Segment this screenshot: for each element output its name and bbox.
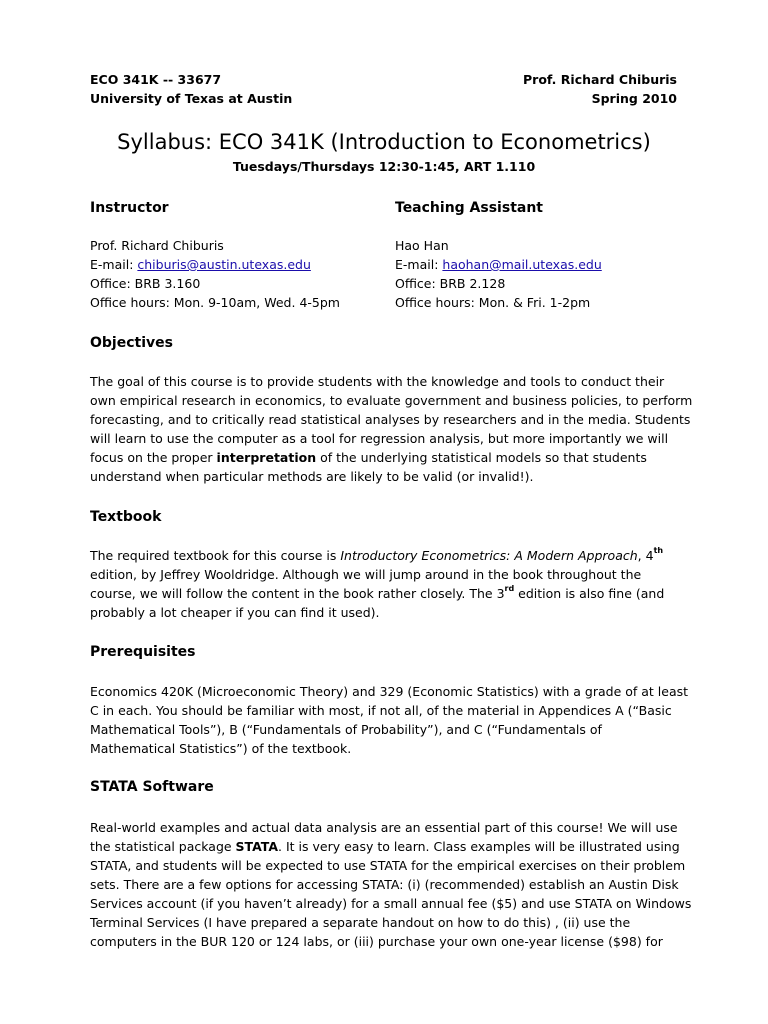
instructor-email-link[interactable]: chiburis@austin.utexas.edu bbox=[137, 257, 311, 272]
objectives-line: understand when particular methods are likely to be valid (or invalid!). bbox=[90, 469, 534, 484]
prerequisites-paragraph bbox=[90, 682, 690, 758]
prerequisites-line: Economics 420K (Microeconomic Theory) and 329 (Economic Statistics) with a grade of at least bbox=[90, 684, 689, 699]
stata-heading: STATA Software bbox=[90, 779, 214, 795]
textbook-line: probably a lot cheaper if you can find it used). bbox=[90, 605, 380, 620]
stata-line: computers in the BUR 120 or 124 labs, or (iii) purchase your own one-year license ($98) for bbox=[90, 934, 663, 949]
textbook-line: edition, by Jeffrey Wooldridge. Although we will jump around in the book throughout the bbox=[90, 567, 642, 582]
ta-email-link[interactable]: haohan@mail.utexas.edu bbox=[442, 257, 602, 272]
stata-line: sets. There are a few options for accessing STATA: (i) (recommended) establish an Austin Disk bbox=[90, 877, 679, 892]
textbook-line bbox=[90, 546, 690, 565]
stata-line: Terminal Services (I have prepared a separate handout on how to do this) , (ii) use the bbox=[90, 915, 631, 930]
edition-superscript: th bbox=[653, 546, 664, 555]
prerequisites-line: Mathematical Statistics”) of the textbook. bbox=[90, 741, 352, 756]
instructor-name: Prof. Richard Chiburis bbox=[90, 238, 224, 253]
objectives-line bbox=[90, 448, 690, 467]
stata-line: Real-world examples and actual data analysis are an essential part of this course! We will use bbox=[90, 820, 678, 835]
instructor-heading: Instructor bbox=[90, 200, 169, 216]
university-name: University of Texas at Austin bbox=[90, 91, 293, 106]
objectives-line: own empirical research in economics, to evaluate government and business policies, to perform bbox=[90, 393, 693, 408]
stata-line: Services account (if you haven’t already) for a small annual fee ($5) and use STATA on Windows bbox=[90, 896, 692, 911]
instructor-hours: Office hours: Mon. 9-10am, Wed. 4-5pm bbox=[90, 295, 340, 310]
professor-name: Prof. Richard Chiburis bbox=[523, 72, 677, 87]
stata-text: the statistical package bbox=[90, 839, 236, 854]
textbook-text: course, we will follow the content in the book rather closely. The 3 bbox=[90, 586, 505, 601]
ta-name: Hao Han bbox=[395, 238, 449, 253]
textbook-text: edition is also fine (and bbox=[514, 586, 665, 601]
objectives-line: The goal of this course is to provide students with the knowledge and tools to conduct their bbox=[90, 374, 665, 389]
prerequisites-line: Mathematical Tools”), B (“Fundamentals of Probability”), and C (“Fundamentals of bbox=[90, 722, 602, 737]
instructor-email-line bbox=[90, 255, 311, 274]
stata-paragraph bbox=[90, 818, 690, 951]
textbook-text: The required textbook for this course is bbox=[90, 548, 341, 563]
ta-email-label: E-mail: bbox=[395, 257, 443, 272]
instructor-email-label: E-mail: bbox=[90, 257, 138, 272]
objectives-emphasis: interpretation bbox=[216, 450, 317, 465]
edition-superscript: rd bbox=[504, 584, 515, 593]
textbook-line bbox=[90, 584, 690, 603]
objectives-line: forecasting, and to critically read statistical analyses by researchers and in the media. Students bbox=[90, 412, 691, 427]
stata-line: STATA, and students will be expected to use STATA for the empirical exercises on their problem bbox=[90, 858, 686, 873]
stata-emphasis: STATA bbox=[235, 839, 279, 854]
prerequisites-heading: Prerequisites bbox=[90, 644, 196, 660]
textbook-title: Introductory Econometrics: A Modern Approach bbox=[340, 548, 638, 563]
page-title: Syllabus: ECO 341K (Introduction to Econometrics) bbox=[117, 130, 651, 154]
ta-email-line bbox=[395, 255, 602, 274]
objectives-heading: Objectives bbox=[90, 335, 173, 351]
ta-hours: Office hours: Mon. & Fri. 1-2pm bbox=[395, 295, 591, 310]
semester: Spring 2010 bbox=[591, 91, 677, 106]
textbook-heading: Textbook bbox=[90, 509, 162, 525]
ta-heading: Teaching Assistant bbox=[395, 200, 543, 216]
textbook-paragraph bbox=[90, 546, 690, 622]
stata-text: . It is very easy to learn. Class examples will be illustrated using bbox=[278, 839, 680, 854]
objectives-line: will learn to use the computer as a tool for regression analysis, but more importantly we will bbox=[90, 431, 669, 446]
ta-office: Office: BRB 2.128 bbox=[395, 276, 506, 291]
stata-line bbox=[90, 837, 690, 856]
prerequisites-line: C in each. You should be familiar with most, if not all, of the material in Appendices A (“Basic bbox=[90, 703, 672, 718]
objectives-text: of the underlying statistical models so that students bbox=[316, 450, 647, 465]
course-code: ECO 341K -- 33677 bbox=[90, 72, 222, 87]
instructor-office: Office: BRB 3.160 bbox=[90, 276, 201, 291]
class-schedule: Tuesdays/Thursdays 12:30-1:45, ART 1.110 bbox=[232, 159, 536, 174]
textbook-text: , 4 bbox=[637, 548, 654, 563]
objectives-paragraph bbox=[90, 372, 693, 486]
objectives-text: focus on the proper bbox=[90, 450, 217, 465]
